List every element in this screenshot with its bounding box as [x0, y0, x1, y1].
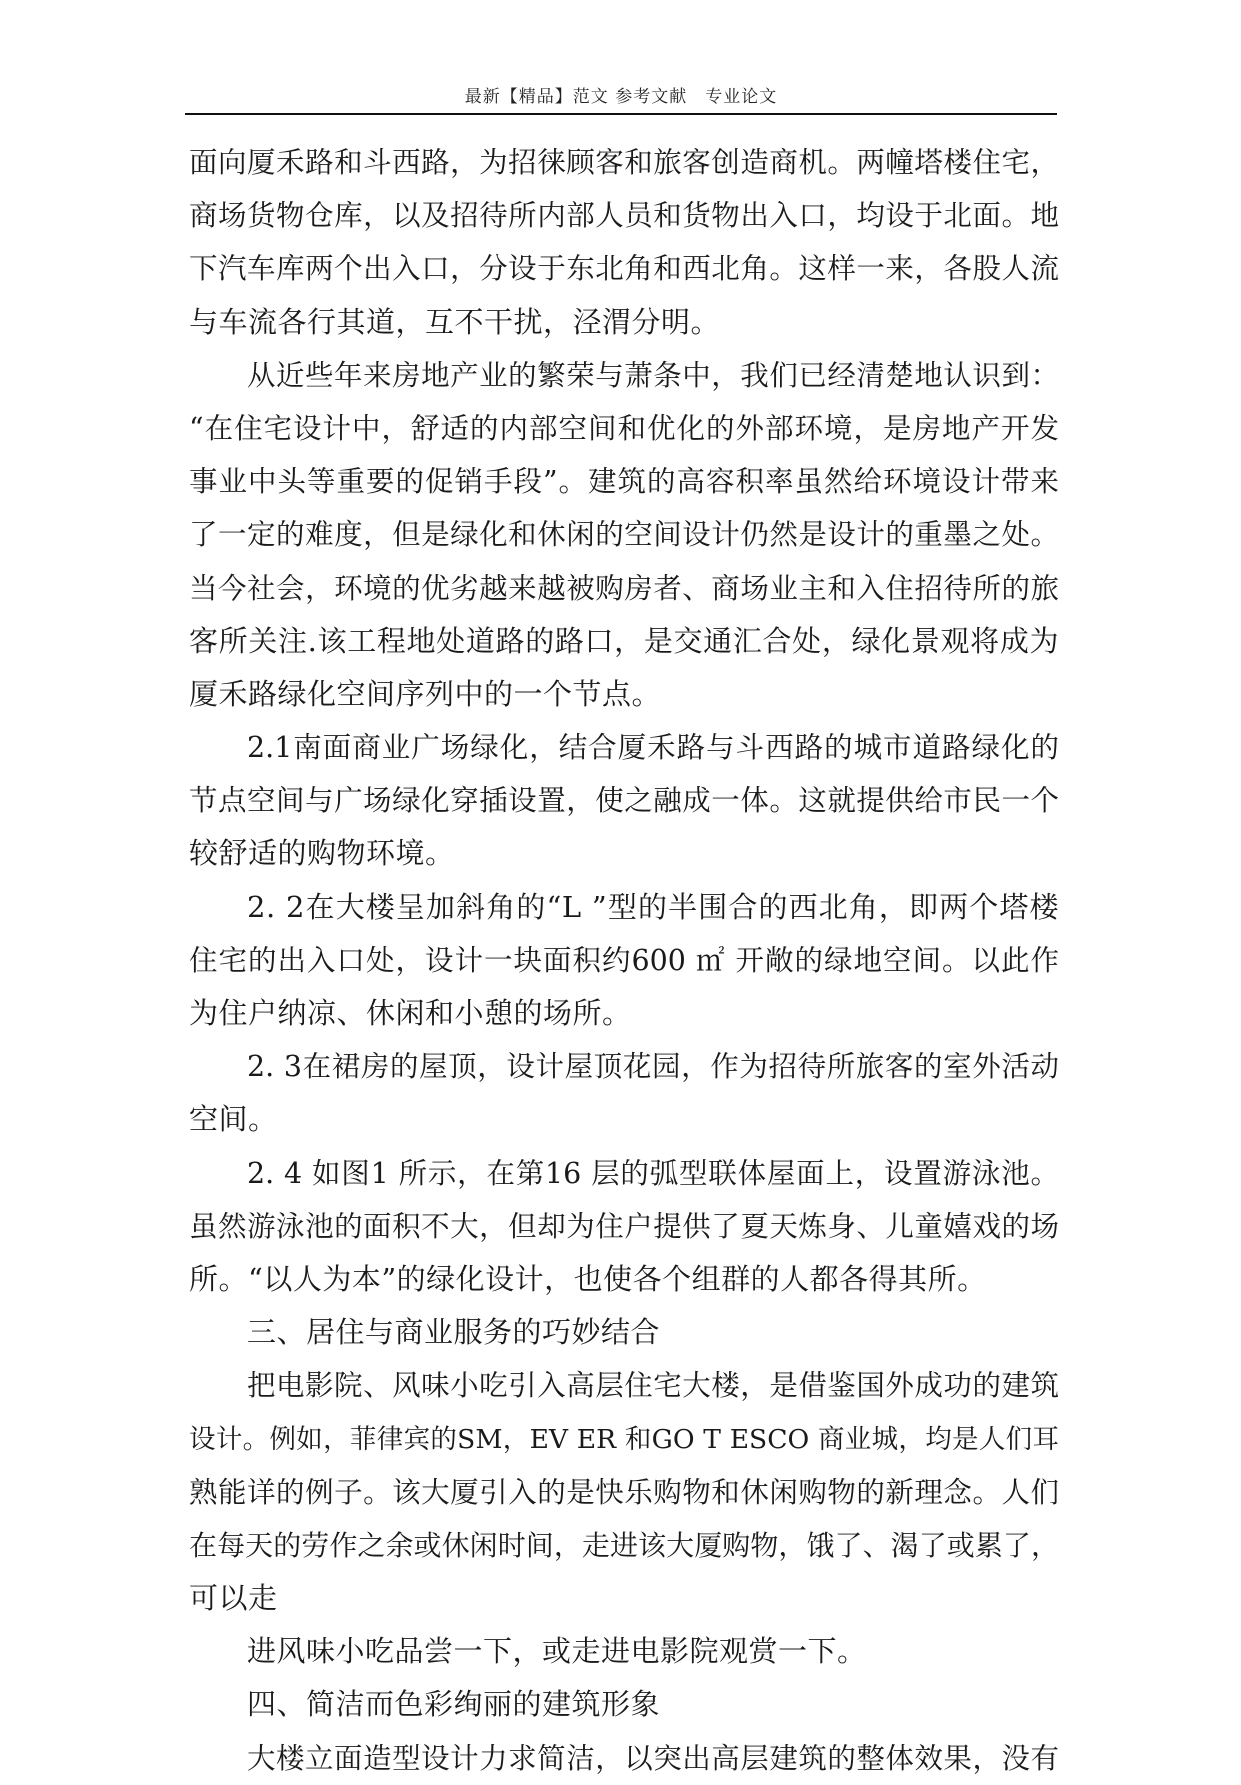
text-line: 2. 3在裙房的屋顶，设计屋顶花园，作为招待所旅客的室外活动	[247, 1050, 1059, 1084]
text-line: 了一定的难度，但是绿化和休闲的空间设计仍然是设计的重墨之处。	[189, 518, 1059, 552]
text-line: 大楼立面造型设计力求简洁，以突出高层建筑的整体效果，没有	[247, 1741, 1059, 1775]
text-line: 面向厦禾路和斗西路，为招徕顾客和旅客创造商机。两幢塔楼住宅，	[189, 146, 1059, 179]
text-line: 三、居住与商业服务的巧妙结合	[247, 1315, 661, 1350]
text-line: 事业中头等重要的促销手段”。建筑的高容积率虽然给环境设计带来	[189, 465, 1059, 499]
text-line: 从近些年来房地产业的繁荣与萧条中，我们已经清楚地认识到：	[247, 358, 1059, 392]
text-line: 可以走	[189, 1581, 278, 1616]
text-line: 在每天的劳作之余或休闲时间，走进该大厦购物，饿了、渴了或累了，	[189, 1528, 1059, 1562]
text-line: 下汽车库两个出入口，分设于东北角和西北角。这样一来，各股人流	[189, 252, 1059, 286]
text-line: “在住宅设计中，舒适的内部空间和优化的外部环境，是房地产开发	[189, 411, 1059, 445]
page-header: 最新【精品】范文 参考文献 专业论文	[464, 87, 778, 107]
text-line: 虽然游泳池的面积不大，但却为住户提供了夏天炼身、儿童嬉戏的场	[189, 1209, 1059, 1243]
body-text	[189, 136, 1059, 1785]
text-line: 为住户纳凉、休闲和小憩的场所。	[189, 996, 632, 1030]
text-line: 进风味小吃品尝一下，或走进电影院观赏一下。	[247, 1634, 867, 1669]
text-line: 把电影院、风味小吃引入高层住宅大楼，是借鉴国外成功的建筑	[247, 1369, 1059, 1403]
text-line: 当今社会，环境的优劣越来越被购房者、商场业主和入住招待所的旅	[189, 571, 1059, 605]
text-line: 设计。例如，菲律宾的SM，EV ER 和GO T ESCO 商业城，均是人们耳	[189, 1423, 1059, 1455]
text-line: 四、简洁而色彩绚丽的建筑形象	[247, 1687, 661, 1722]
text-line: 2.1南面商业广场绿化，结合厦禾路与斗西路的城市道路绿化的	[247, 731, 1059, 765]
text-line: 熟能详的例子。该大厦引入的是快乐购物和休闲购物的新理念。人们	[189, 1475, 1059, 1509]
text-line: 所。“以人为本”的绿化设计，也使各个组群的人都各得其所。	[189, 1261, 987, 1296]
text-line: 空间。	[189, 1102, 278, 1137]
header-divider	[185, 113, 1057, 115]
text-line: 厦禾路绿化空间序列中的一个节点。	[189, 676, 662, 711]
text-line: 客所关注.该工程地处道路的路口，是交通汇合处，绿化景观将成为	[189, 623, 1059, 658]
text-line: 住宅的出入口处，设计一块面积约600 ㎡ 开敞的绿地空间。以此作	[189, 943, 1059, 977]
text-line: 与车流各行其道，互不干扰，泾渭分明。	[189, 304, 721, 339]
text-line: 2. 4 如图1 所示，在第16 层的弧型联体屋面上，设置游泳池。	[247, 1156, 1059, 1190]
text-line: 较舒适的购物环境。	[189, 836, 455, 871]
text-line: 商场货物仓库，以及招待所内部人员和货物出入口，均设于北面。地	[189, 199, 1059, 233]
text-line: 2. 2在大楼呈加斜角的“L ”型的半围合的西北角，即两个塔楼	[247, 889, 1059, 924]
text-line: 节点空间与广场绿化穿插设置，使之融成一体。这就提供给市民一个	[189, 784, 1059, 818]
